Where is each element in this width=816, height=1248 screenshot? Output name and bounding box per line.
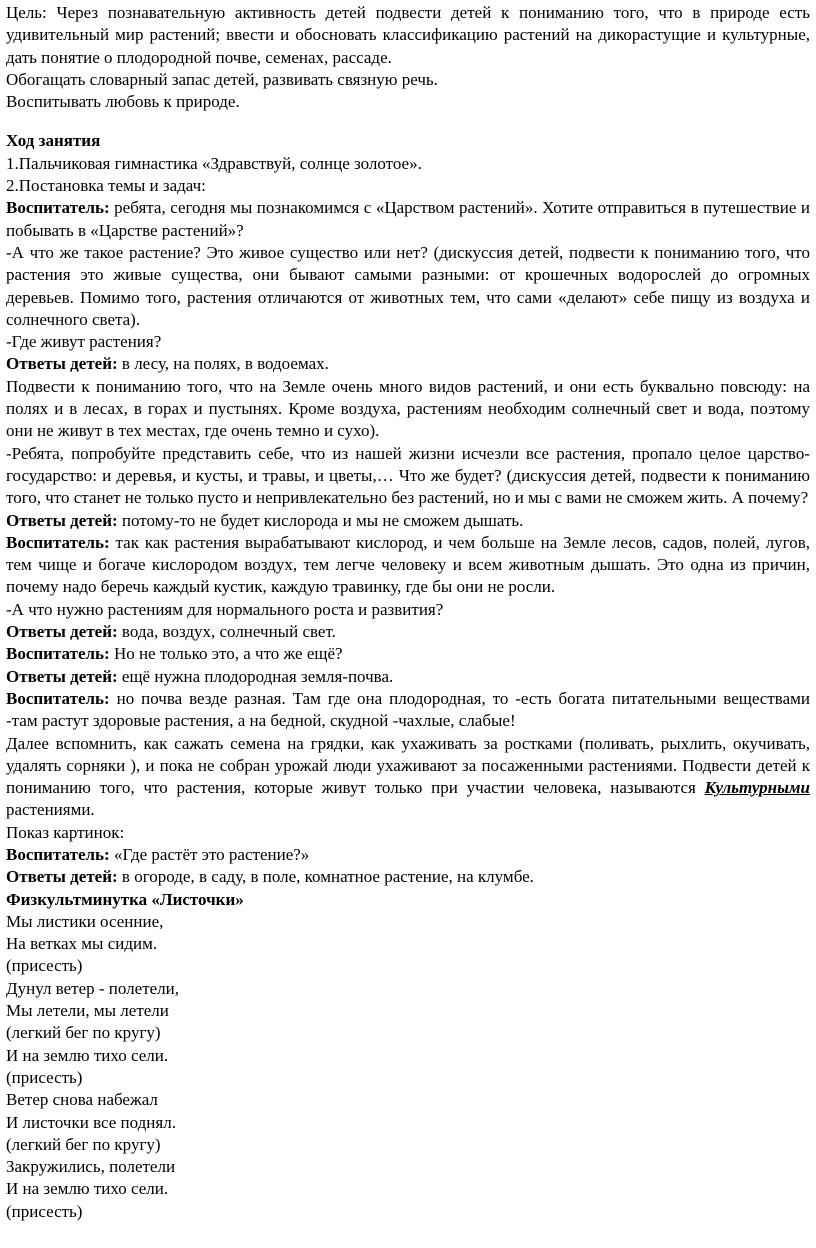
teacher-label: Воспитатель:: [6, 644, 110, 664]
children-answer-2: Ответы детей: потому-то не будет кислорода и мы не сможем дышать.: [6, 510, 524, 530]
children-label: Ответы детей:: [6, 354, 118, 374]
poem-line: И листочки все поднял.: [6, 1112, 176, 1132]
note-cultivated-plants: Далее вспомнить, как сажать семена на грядки, как ухаживать за ростками (поливать, рыхлить, окучивать, удалять сорняки ), и пока не собран урожай люди ухаживают за посаженными растениями. Подвести детей к пониманию того, что растения, которые живут только при участии человека, называются Культурными растениями.: [6, 733, 810, 820]
teacher-line-3: Воспитатель: Но не только это, а что же ещё?: [6, 644, 343, 664]
teacher-line-4: Воспитатель: но почва везде разная. Там где она плодородная, то -есть богата питательными веществами -там растут здоровые растения, а на бедной, скудной -чахлые, слабые!: [6, 688, 810, 731]
children-label: Ответы детей:: [6, 867, 118, 887]
children-label: Ответы детей:: [6, 666, 118, 686]
poem-line: Мы летели, мы летели: [6, 1001, 169, 1021]
show-pictures: Показ картинок:: [6, 822, 125, 842]
children-answer-3: Ответы детей: вода, воздух, солнечный свет.: [6, 622, 336, 642]
lesson-heading: Ход занятия: [6, 131, 101, 151]
cultivated-term: Культурными: [704, 778, 810, 798]
children-answer-5: Ответы детей: в огороде, в саду, в поле, комнатное растение, на клумбе.: [6, 867, 534, 887]
poem-line: (легкий бег по кругу): [6, 1134, 161, 1154]
goal-upbringing: Воспитывать любовь к природе.: [6, 92, 240, 112]
teacher-line-5: Воспитатель: «Где растёт это растение?»: [6, 844, 310, 864]
poem-line: (присесть): [6, 1201, 83, 1221]
question-where-plants-live: -Где живут растения?: [6, 332, 162, 352]
poem-line: (присесть): [6, 1067, 83, 1087]
teacher-line-2: Воспитатель: так как растения вырабатывают кислород, и чем больше на Земле лесов, садов, полей, лугов, тем чище и богаче кислородом воздух, тем легче человеку и всем животным дышать. Это одна из причин, почему надо беречь каждый кустик, каждую травинку, где бы они не росли.: [6, 532, 810, 597]
poem-line: (присесть): [6, 956, 83, 976]
poem-line: (легкий бег по кругу): [6, 1023, 161, 1043]
goal-vocabulary: Обогащать словарный запас детей, развивать связную речь.: [6, 69, 438, 89]
goal-paragraph: Цель: Через познавательную активность детей подвести детей к пониманию того, что в природе есть удивительный мир растений; ввести и обосновать классификацию растений на дикорастущие и культурные, дать понятие о плодородной почве, семенах, рассаде.: [6, 3, 810, 67]
children-label: Ответы детей:: [6, 622, 118, 642]
question-what-is-plant: -А что же такое растение? Это живое существо или нет? (дискуссия детей, подвести к пониманию того, что растения это живые существа, они бывают самыми разными: от крошечных водорослей до огромных деревьев. Помимо того, растения отличаются от животных тем, что сами «делают» себе пищу из воздуха и солнечного света).: [6, 242, 810, 329]
fizminutka-title: Физкультминутка «Листочки»: [6, 889, 244, 909]
children-label: Ответы детей:: [6, 510, 118, 530]
children-answer-4: Ответы детей: ещё нужна плодородная земля-почва.: [6, 666, 394, 686]
poem-line: На ветках мы сидим.: [6, 934, 158, 954]
spacer: [6, 113, 810, 130]
poem-line: Ветер снова набежал: [6, 1090, 158, 1110]
question-no-plants: -Ребята, попробуйте представить себе, что из нашей жизни исчезли все растения, пропало целое царство-государство: и деревья, и кусты, и травы, и цветы,… Что же будет? (дискуссия детей, подвести к пониманию того, что станет не только пусто и непривлекательно без растений, но и мы с вами не сможем жить. А почему?: [6, 443, 810, 508]
poem-line: Закружились, полетели: [6, 1157, 176, 1177]
poem-line: Мы листики осенние,: [6, 911, 164, 931]
teacher-label: Воспитатель:: [6, 688, 110, 708]
teacher-label: Воспитатель:: [6, 198, 110, 218]
teacher-label: Воспитатель:: [6, 844, 110, 864]
poem-line: И на землю тихо сели.: [6, 1179, 169, 1199]
note-plant-variety: Подвести к пониманию того, что на Земле очень много видов растений, и они есть буквально повсюду: на полях и в лесах, в горах и пустынях. Кроме воздуха, растениям необходим солнечный свет и вода, поэтому они не живут в тех местах, где очень темно и сухо).: [6, 376, 810, 441]
lesson-step-1: 1.Пальчиковая гимнастика «Здравствуй, солнце золотое».: [6, 153, 422, 173]
poem-line: Дунул ветер - полетели,: [6, 978, 179, 998]
lesson-step-2: 2.Постановка темы и задач:: [6, 176, 206, 196]
children-answer-1: Ответы детей: в лесу, на полях, в водоемах.: [6, 354, 329, 374]
teacher-label: Воспитатель:: [6, 532, 110, 552]
teacher-line-1: Воспитатель: ребята, сегодня мы познакомимся с «Царством растений». Хотите отправиться в путешествие и побывать в «Царстве растений»?: [6, 198, 810, 240]
question-plant-needs: -А что нужно растениям для нормального роста и развития?: [6, 599, 444, 619]
poem-line: И на землю тихо сели.: [6, 1045, 169, 1065]
